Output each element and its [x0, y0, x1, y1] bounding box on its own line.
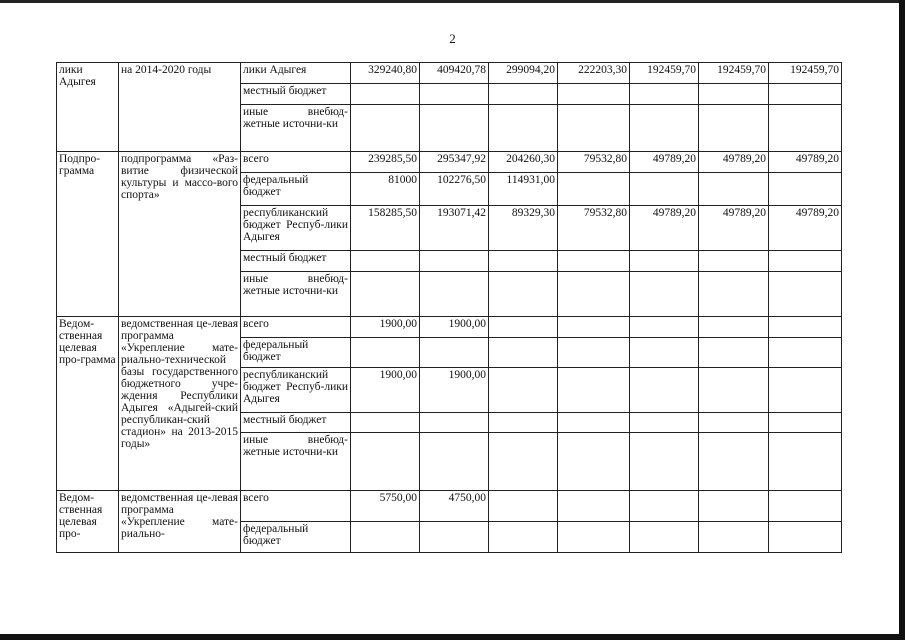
value-cell — [558, 105, 630, 152]
value-cell: 204260,30 — [489, 152, 558, 173]
value-cell — [558, 368, 630, 413]
value-cell: 102276,50 — [420, 173, 489, 206]
value-cell — [630, 413, 699, 433]
value-cell — [699, 522, 769, 553]
value-cell — [558, 338, 630, 368]
value-cell: 89329,30 — [489, 206, 558, 251]
value-cell — [630, 272, 699, 317]
value-cell: 1900,00 — [351, 368, 420, 413]
program-name-cell: подпрограмма «Раз-витие физической культуры и массо-вого спорта» — [119, 152, 241, 317]
value-cell — [489, 413, 558, 433]
value-cell — [630, 368, 699, 413]
value-cell — [769, 272, 842, 317]
row-type-cell: Ведом-ственная целевая про-грамма — [57, 317, 119, 491]
value-cell — [769, 338, 842, 368]
value-cell — [769, 433, 842, 491]
source-cell: федеральный бюджет — [241, 522, 351, 553]
source-cell: республиканский бюджет Респуб-лики Адыгея — [241, 206, 351, 251]
value-cell: 299094,20 — [489, 63, 558, 84]
value-cell — [630, 105, 699, 152]
value-cell — [769, 173, 842, 206]
value-cell: 79532,80 — [558, 206, 630, 251]
value-cell — [489, 84, 558, 105]
value-cell — [769, 491, 842, 522]
value-cell — [420, 413, 489, 433]
row-type-cell: лики Адыгея — [57, 63, 119, 152]
row-type-cell: Ведом-ственная целевая про- — [57, 491, 119, 553]
program-name-cell: ведомственная це-левая программа «Укрепление мате-риально-технической базы государственного бюджетного учре-ждения Республики Адыгея «Адыгей-ский республикан-ский стадион» на 2013-2015 годы» — [119, 317, 241, 491]
value-cell — [699, 338, 769, 368]
value-cell: 158285,50 — [351, 206, 420, 251]
value-cell — [558, 413, 630, 433]
value-cell — [699, 491, 769, 522]
value-cell — [489, 317, 558, 338]
value-cell: 4750,00 — [420, 491, 489, 522]
value-cell — [351, 84, 420, 105]
value-cell — [769, 84, 842, 105]
value-cell — [420, 272, 489, 317]
value-cell — [699, 251, 769, 272]
value-cell — [558, 491, 630, 522]
source-cell: иные внебюд-жетные источни-ки — [241, 433, 351, 491]
value-cell — [351, 105, 420, 152]
value-cell: 193071,42 — [420, 206, 489, 251]
value-cell — [489, 251, 558, 272]
table-row — [57, 152, 842, 173]
page-number: 2 — [449, 31, 456, 46]
value-cell: 49789,20 — [630, 152, 699, 173]
value-cell: 49789,20 — [699, 206, 769, 251]
value-cell: 49789,20 — [699, 152, 769, 173]
source-cell: всего — [241, 317, 351, 338]
table-row — [57, 63, 842, 84]
value-cell — [420, 338, 489, 368]
program-name-cell: на 2014-2020 годы — [119, 63, 241, 152]
value-cell — [769, 368, 842, 413]
value-cell — [699, 272, 769, 317]
value-cell: 295347,92 — [420, 152, 489, 173]
value-cell — [630, 173, 699, 206]
value-cell — [630, 317, 699, 338]
value-cell — [558, 317, 630, 338]
source-cell: иные внебюд-жетные источни-ки — [241, 105, 351, 152]
scan-edge-bottom — [0, 634, 905, 640]
value-cell — [558, 173, 630, 206]
table-row — [57, 491, 842, 522]
value-cell — [630, 522, 699, 553]
value-cell — [699, 173, 769, 206]
value-cell — [351, 272, 420, 317]
value-cell — [699, 317, 769, 338]
scan-edge-right — [899, 0, 905, 640]
value-cell — [769, 105, 842, 152]
value-cell: 1900,00 — [351, 317, 420, 338]
value-cell: 79532,80 — [558, 152, 630, 173]
value-cell — [489, 491, 558, 522]
value-cell: 5750,00 — [351, 491, 420, 522]
budget-table — [56, 62, 842, 553]
value-cell — [351, 522, 420, 553]
source-cell: всего — [241, 152, 351, 173]
value-cell — [630, 433, 699, 491]
value-cell — [420, 251, 489, 272]
value-cell: 409420,78 — [420, 63, 489, 84]
program-name-cell: ведомственная це-левая программа «Укрепление мате-риально- — [119, 491, 241, 553]
value-cell — [489, 522, 558, 553]
value-cell — [420, 84, 489, 105]
value-cell — [699, 433, 769, 491]
value-cell — [769, 251, 842, 272]
value-cell: 81000 — [351, 173, 420, 206]
value-cell — [769, 317, 842, 338]
value-cell: 192459,70 — [699, 63, 769, 84]
value-cell: 192459,70 — [630, 63, 699, 84]
source-cell: федеральный бюджет — [241, 338, 351, 368]
value-cell — [699, 105, 769, 152]
value-cell — [489, 368, 558, 413]
source-cell: местный бюджет — [241, 413, 351, 433]
value-cell — [489, 105, 558, 152]
value-cell — [769, 522, 842, 553]
row-type-cell: Подпро-грамма — [57, 152, 119, 317]
value-cell — [420, 522, 489, 553]
value-cell — [489, 272, 558, 317]
source-cell: всего — [241, 491, 351, 522]
value-cell — [630, 338, 699, 368]
value-cell — [630, 251, 699, 272]
value-cell: 192459,70 — [769, 63, 842, 84]
value-cell — [769, 413, 842, 433]
value-cell — [699, 84, 769, 105]
value-cell — [489, 338, 558, 368]
source-cell: иные внебюд-жетные источни-ки — [241, 272, 351, 317]
value-cell — [351, 338, 420, 368]
value-cell — [558, 433, 630, 491]
value-cell: 114931,00 — [489, 173, 558, 206]
value-cell: 1900,00 — [420, 317, 489, 338]
value-cell — [420, 433, 489, 491]
value-cell — [558, 272, 630, 317]
value-cell — [558, 251, 630, 272]
value-cell — [699, 413, 769, 433]
value-cell — [630, 491, 699, 522]
scan-edge-top — [0, 0, 905, 3]
value-cell — [420, 105, 489, 152]
value-cell — [351, 251, 420, 272]
source-cell: федеральный бюджет — [241, 173, 351, 206]
source-cell: местный бюджет — [241, 84, 351, 105]
value-cell — [558, 84, 630, 105]
value-cell: 1900,00 — [420, 368, 489, 413]
source-cell: республиканский бюджет Респуб-лики Адыгея — [241, 368, 351, 413]
value-cell — [489, 433, 558, 491]
value-cell: 49789,20 — [769, 206, 842, 251]
value-cell — [630, 84, 699, 105]
value-cell: 222203,30 — [558, 63, 630, 84]
value-cell: 329240,80 — [351, 63, 420, 84]
table-row — [57, 317, 842, 338]
value-cell: 49789,20 — [630, 206, 699, 251]
value-cell — [351, 413, 420, 433]
value-cell — [558, 522, 630, 553]
value-cell: 49789,20 — [769, 152, 842, 173]
source-cell: лики Адыгея — [241, 63, 351, 84]
value-cell — [351, 433, 420, 491]
value-cell: 239285,50 — [351, 152, 420, 173]
source-cell: местный бюджет — [241, 251, 351, 272]
value-cell — [699, 368, 769, 413]
